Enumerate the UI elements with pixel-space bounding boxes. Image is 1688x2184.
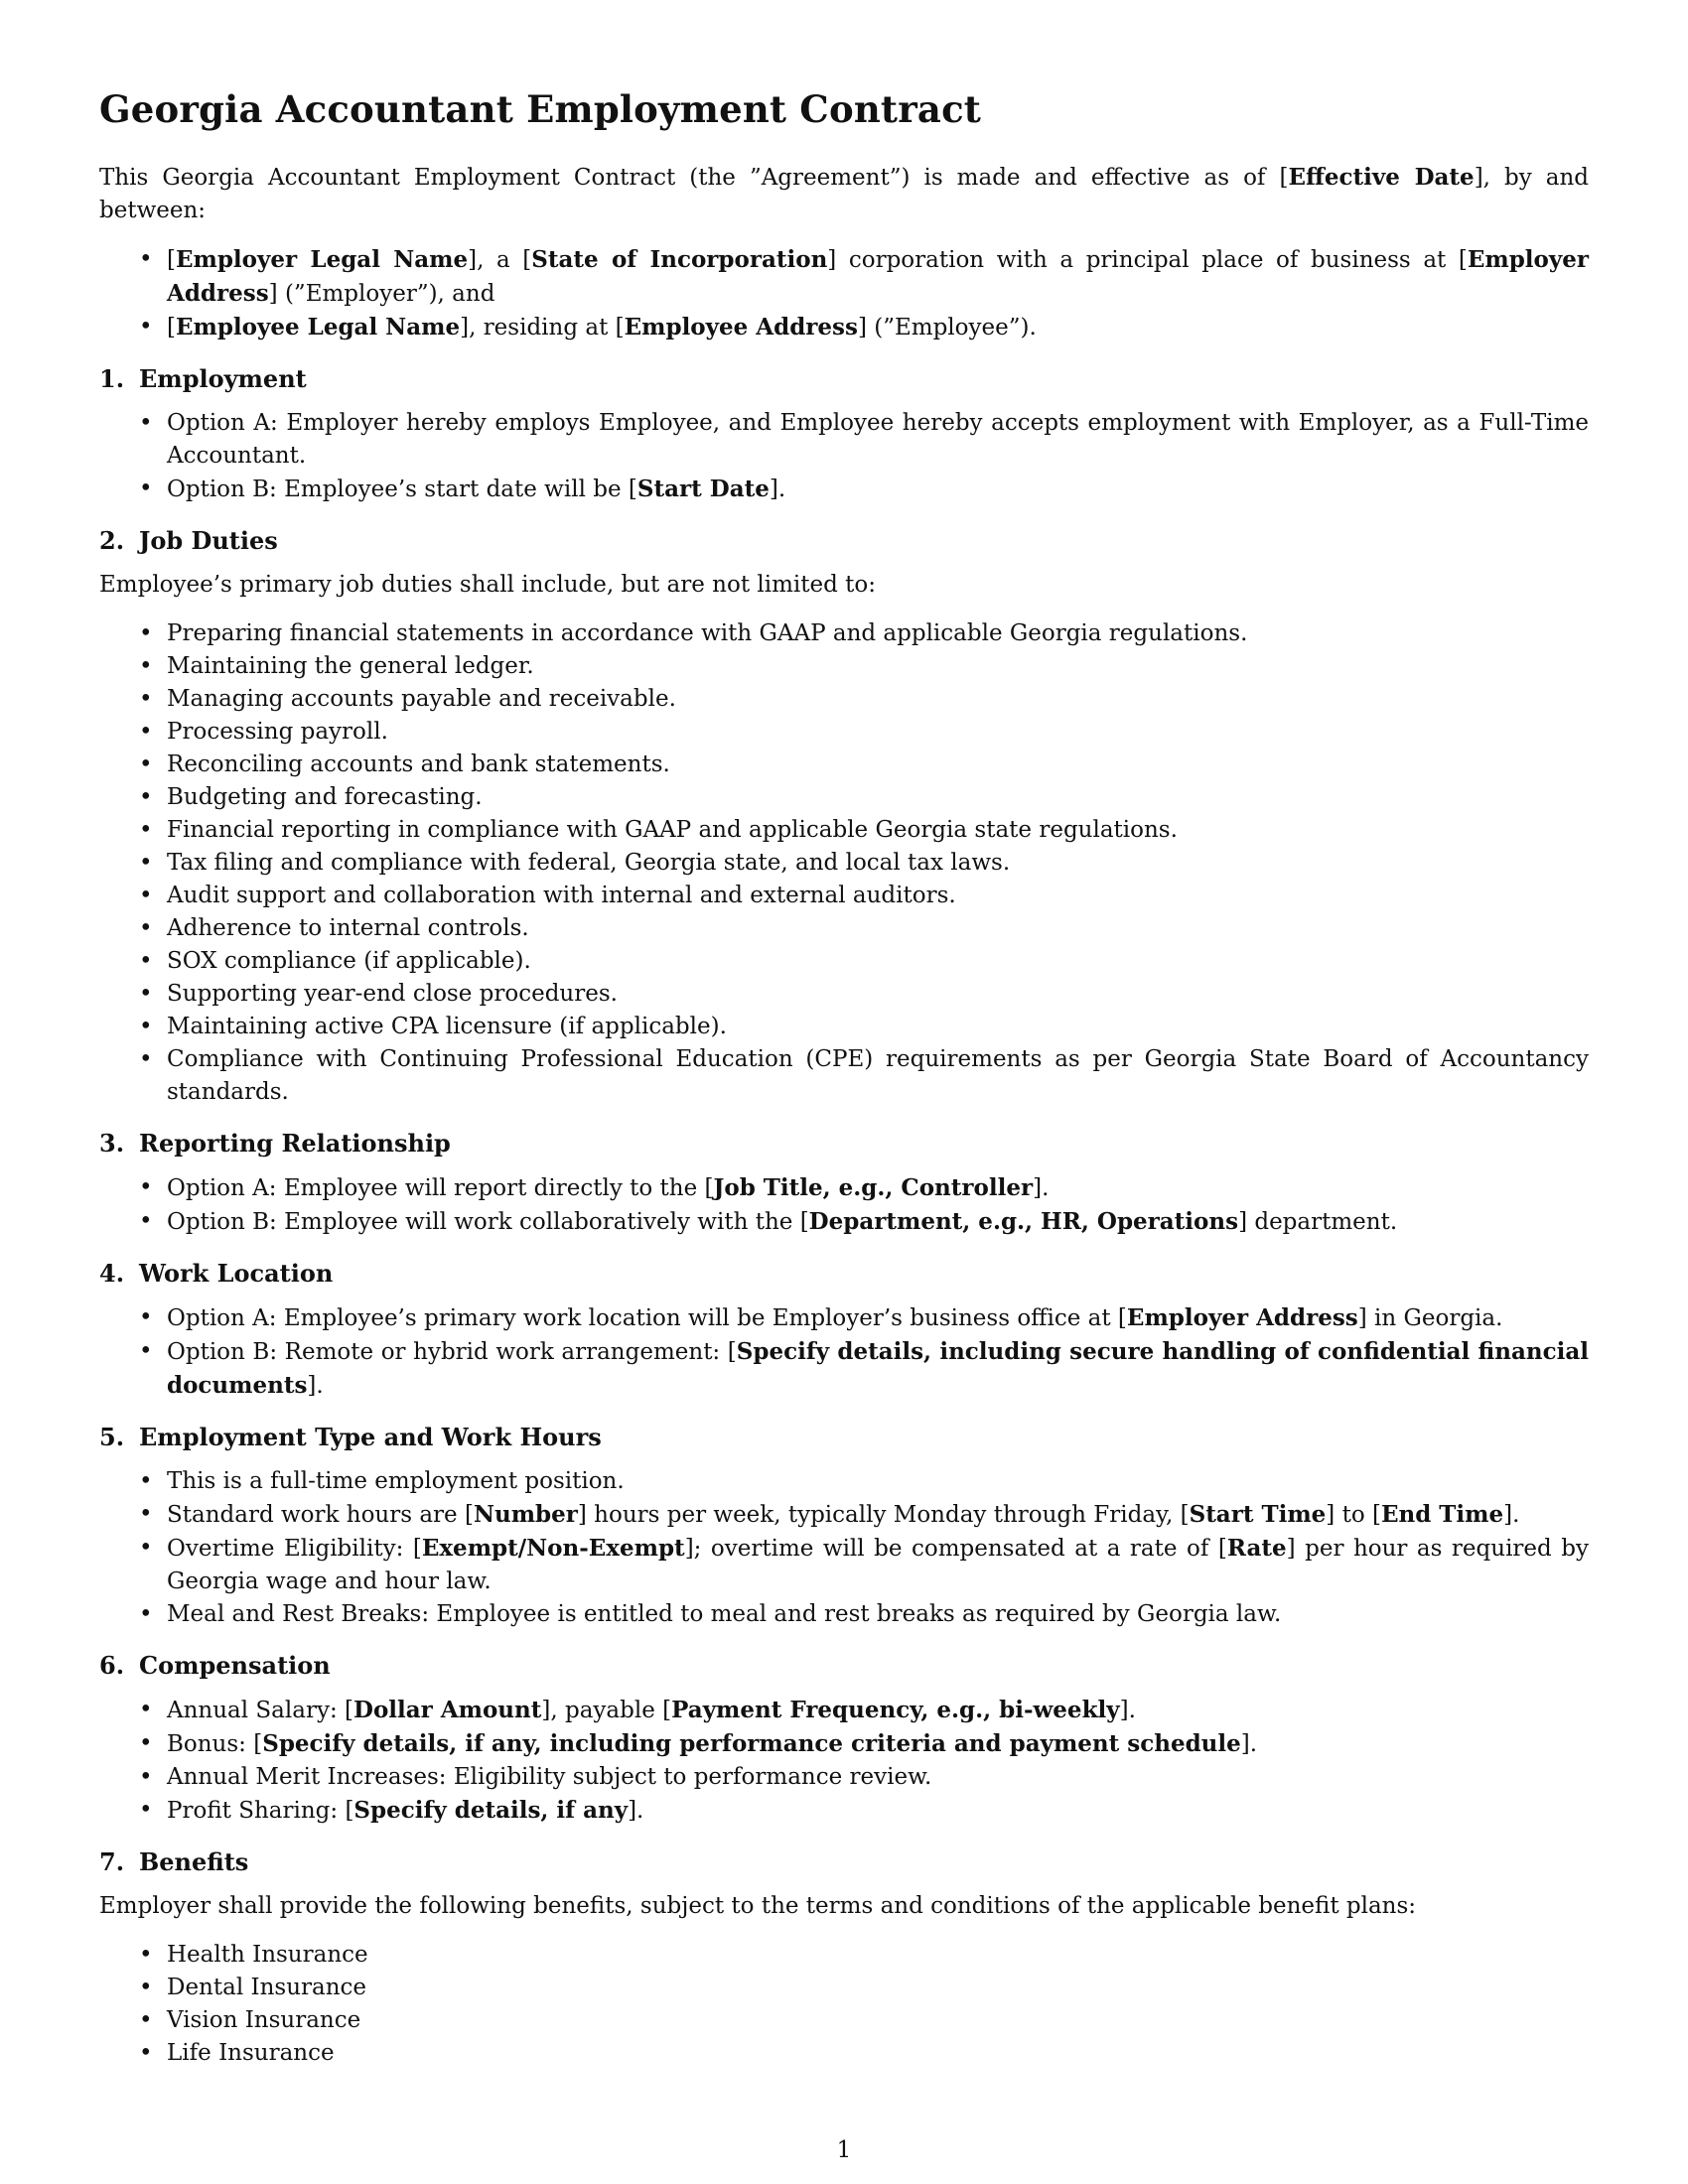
section-heading: 3. Reporting Relationship	[99, 1129, 451, 1158]
list-item: • Compliance with Continuing Professional Education (CPE) requirements as per Georgia State Board of Accountancy standards.	[99, 1043, 1589, 1109]
benefits-list	[99, 1939, 1589, 2070]
job-duties-list	[99, 617, 1589, 1109]
list-item: • Option A: Employee will report directly to the [Job Title, e.g., Controller].	[99, 1171, 1589, 1205]
section-list	[99, 1171, 1589, 1239]
section-heading: 4. Work Location	[99, 1259, 334, 1288]
list-item: • Dental Insurance	[99, 1972, 1589, 2004]
list-item: • Tax filing and compliance with federal, Georgia state, and local tax laws.	[99, 847, 1589, 880]
list-item: • [Employee Legal Name], residing at [Employee Address] (”Employee”).	[99, 311, 1589, 344]
list-item: • Processing payroll.	[99, 716, 1589, 749]
list-item: • SOX compliance (if applicable).	[99, 945, 1589, 978]
placeholder: Effective Date	[1288, 164, 1475, 191]
section-heading: 1. Employment	[99, 364, 307, 393]
list-item: • This is a full-time employment position.	[99, 1465, 1589, 1498]
list-item: • Option B: Employee will work collaboratively with the [Department, e.g., HR, Operations] department.	[99, 1205, 1589, 1239]
list-item: • Life Insurance	[99, 2037, 1589, 2070]
list-item: • Maintaining the general ledger.	[99, 650, 1589, 683]
list-item: • Preparing financial statements in accordance with GAAP and applicable Georgia regulations.	[99, 617, 1589, 650]
section-list	[99, 1301, 1589, 1403]
document-title: Georgia Accountant Employment Contract	[99, 87, 982, 131]
list-item: • Option A: Employee’s primary work location will be Employer’s business office at [Employer Address] in Georgia.	[99, 1301, 1589, 1335]
list-item: • Supporting year-end close procedures.	[99, 978, 1589, 1011]
section-list	[99, 407, 1589, 506]
list-item: • Reconciling accounts and bank statements.	[99, 749, 1589, 781]
list-item: • Option B: Employee’s start date will be [Start Date].	[99, 473, 1589, 506]
list-item: • Option A: Employer hereby employs Employee, and Employee hereby accepts employment with Employer, as a Full-Time Accountant.	[99, 407, 1589, 473]
section-heading: 5. Employment Type and Work Hours	[99, 1423, 602, 1451]
list-item: • Annual Salary: [Dollar Amount], payable [Payment Frequency, e.g., bi-weekly].	[99, 1694, 1589, 1727]
list-item: • Annual Merit Increases: Eligibility subject to performance review.	[99, 1761, 1589, 1794]
list-item: • Profit Sharing: [Specify details, if any].	[99, 1794, 1589, 1828]
parties-list	[99, 243, 1589, 344]
list-item: • Maintaining active CPA licensure (if applicable).	[99, 1011, 1589, 1043]
list-item: • Option B: Remote or hybrid work arrangement: [Specify details, including secure handling of confidential financial documents].	[99, 1335, 1589, 1403]
page-number: 1	[836, 2137, 852, 2163]
list-item: • Managing accounts payable and receivable.	[99, 683, 1589, 716]
list-item: • Overtime Eligibility: [Exempt/Non-Exempt]; overtime will be compensated at a rate of [Rate] per hour as required by Georgia wage and hour law.	[99, 1532, 1589, 1598]
list-item: • Vision Insurance	[99, 2004, 1589, 2037]
section-list	[99, 1694, 1589, 1828]
list-item: • Health Insurance	[99, 1939, 1589, 1972]
section-intro: Employer shall provide the following benefits, subject to the terms and conditions of the applicable benefit plans:	[99, 1893, 1417, 1919]
section-intro: Employee’s primary job duties shall include, but are not limited to:	[99, 572, 876, 598]
section-heading: 7. Benefits	[99, 1847, 249, 1876]
document-page	[99, 87, 1589, 2086]
section-heading: 2. Job Duties	[99, 526, 278, 555]
list-item: • Audit support and collaboration with internal and external auditors.	[99, 880, 1589, 912]
list-item: • Budgeting and forecasting.	[99, 781, 1589, 814]
intro-paragraph: This Georgia Accountant Employment Contract (the ”Agreement”) is made and effective as of [Effective Date], by and between:	[99, 164, 1589, 223]
list-item: • Standard work hours are [Number] hours per week, typically Monday through Friday, [Start Time] to [End Time].	[99, 1498, 1589, 1532]
list-item: • Adherence to internal controls.	[99, 912, 1589, 945]
section-list	[99, 1465, 1589, 1631]
list-item: • Financial reporting in compliance with GAAP and applicable Georgia state regulations.	[99, 814, 1589, 847]
list-item: • [Employer Legal Name], a [State of Incorporation] corporation with a principal place of business at [Employer Address] (”Employer”), and	[99, 243, 1589, 311]
list-item: • Bonus: [Specify details, if any, including performance criteria and payment schedule].	[99, 1727, 1589, 1761]
section-heading: 6. Compensation	[99, 1651, 331, 1680]
list-item: • Meal and Rest Breaks: Employee is entitled to meal and rest breaks as required by Georgia law.	[99, 1598, 1589, 1631]
